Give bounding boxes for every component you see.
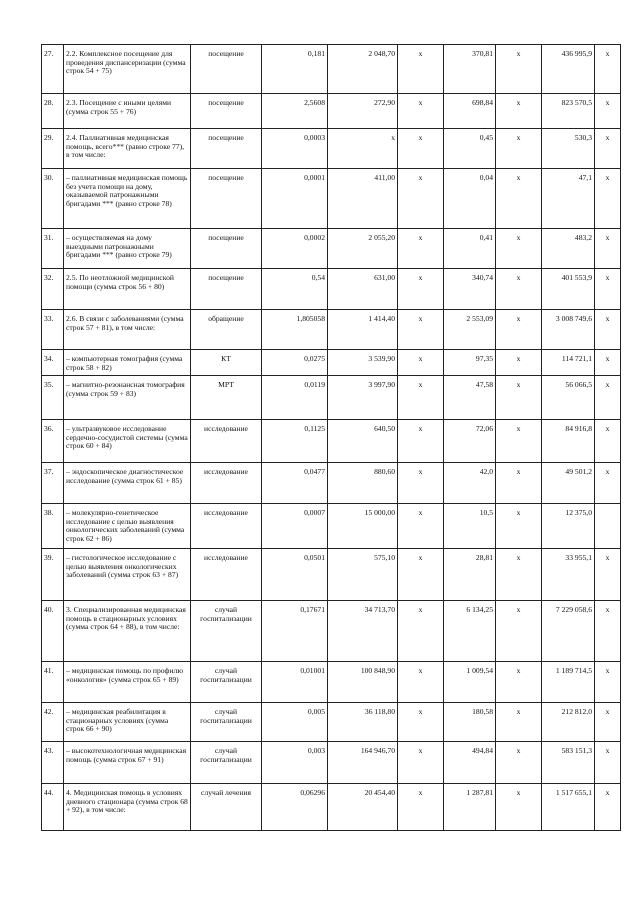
cell-cost-norm: 100 848,90 bbox=[328, 662, 398, 703]
table-row bbox=[42, 742, 621, 784]
cell-col-budget-total: х bbox=[496, 463, 542, 504]
cell-row-number: 32. bbox=[42, 269, 64, 310]
cell-cost-norm: 2 048,70 bbox=[328, 45, 398, 94]
cell-oms-per-capita: 10,5 bbox=[444, 504, 496, 549]
cell-col-share: х bbox=[595, 703, 621, 742]
cell-volume-norm: 0,01001 bbox=[262, 662, 328, 703]
cell-volume-norm: 0,0477 bbox=[262, 463, 328, 504]
cell-unit: случай госпитализации bbox=[191, 742, 262, 784]
cell-oms-per-capita: 698,84 bbox=[444, 94, 496, 129]
cell-cost-norm: х bbox=[328, 129, 398, 169]
cell-col-share: х bbox=[595, 45, 621, 94]
cell-cost-norm: 34 713,70 bbox=[328, 601, 398, 662]
cell-oms-total: 583 151,3 bbox=[542, 742, 595, 784]
cell-oms-total: 47,1 bbox=[542, 169, 595, 229]
cell-col-share: х bbox=[595, 169, 621, 229]
cell-oms-total: 823 570,5 bbox=[542, 94, 595, 129]
table-row bbox=[42, 94, 621, 129]
cell-col-share: х bbox=[595, 420, 621, 463]
cell-indicator-name: – эндоскопическое диагностическое исследование (сумма строк 61 + 85) bbox=[64, 463, 191, 504]
cell-col-share: х bbox=[595, 601, 621, 662]
cell-unit: посещение bbox=[191, 45, 262, 94]
cell-oms-per-capita: 2 553,09 bbox=[444, 310, 496, 350]
cell-col-share: х bbox=[595, 742, 621, 784]
cell-unit: исследование bbox=[191, 504, 262, 549]
cell-oms-total: 12 375,0 bbox=[542, 504, 595, 549]
cell-oms-total: 1 517 655,1 bbox=[542, 784, 595, 831]
cell-cost-norm: 880,60 bbox=[328, 463, 398, 504]
cell-unit: случай госпитализации bbox=[191, 662, 262, 703]
cell-col-budget-per-capita: х bbox=[398, 45, 444, 94]
cell-volume-norm: 0,0119 bbox=[262, 376, 328, 420]
cell-row-number: 43. bbox=[42, 742, 64, 784]
cell-col-budget-total: х bbox=[496, 784, 542, 831]
cell-row-number: 44. bbox=[42, 784, 64, 831]
cell-volume-norm: 0,181 bbox=[262, 45, 328, 94]
cell-row-number: 36. bbox=[42, 420, 64, 463]
cell-oms-per-capita: 340,74 bbox=[444, 269, 496, 310]
table-row bbox=[42, 350, 621, 376]
cell-unit: случай госпитализации bbox=[191, 601, 262, 662]
cell-col-share: х bbox=[595, 662, 621, 703]
cell-volume-norm: 0,0003 bbox=[262, 129, 328, 169]
cell-oms-per-capita: 1 287,81 bbox=[444, 784, 496, 831]
cell-oms-per-capita: 0,04 bbox=[444, 169, 496, 229]
cell-col-budget-per-capita: х bbox=[398, 129, 444, 169]
cell-col-budget-total: х bbox=[496, 129, 542, 169]
cell-row-number: 38. bbox=[42, 504, 64, 549]
table-row bbox=[42, 229, 621, 269]
cell-cost-norm: 1 414,40 bbox=[328, 310, 398, 350]
table-row bbox=[42, 601, 621, 662]
table-body bbox=[42, 45, 621, 831]
cell-oms-per-capita: 72,06 bbox=[444, 420, 496, 463]
cell-oms-per-capita: 42,0 bbox=[444, 463, 496, 504]
cell-unit: КТ bbox=[191, 350, 262, 376]
cell-col-budget-total: х bbox=[496, 601, 542, 662]
cell-col-budget-per-capita: х bbox=[398, 420, 444, 463]
cell-col-budget-per-capita: х bbox=[398, 784, 444, 831]
cell-oms-per-capita: 180,58 bbox=[444, 703, 496, 742]
cell-unit: посещение bbox=[191, 94, 262, 129]
cell-unit: исследование bbox=[191, 463, 262, 504]
cell-oms-total: 212 812,0 bbox=[542, 703, 595, 742]
cell-oms-per-capita: 0,41 bbox=[444, 229, 496, 269]
cell-indicator-name: – медицинская реабилитация в стационарных условиях (сумма строк 66 + 90) bbox=[64, 703, 191, 742]
cell-oms-per-capita: 47,58 bbox=[444, 376, 496, 420]
cell-col-share: х bbox=[595, 376, 621, 420]
cell-unit: случай госпитализации bbox=[191, 703, 262, 742]
cell-row-number: 42. bbox=[42, 703, 64, 742]
cell-oms-total: 33 955,1 bbox=[542, 549, 595, 601]
cell-oms-total: 483,2 bbox=[542, 229, 595, 269]
cell-indicator-name: 2.4. Паллиативная медицинская помощь, всего*** (равно строке 77), в том числе: bbox=[64, 129, 191, 169]
cell-col-budget-per-capita: х bbox=[398, 601, 444, 662]
cell-oms-total: 3 008 749,6 bbox=[542, 310, 595, 350]
cell-col-budget-total: х bbox=[496, 310, 542, 350]
table-row bbox=[42, 310, 621, 350]
cell-oms-per-capita: 494,84 bbox=[444, 742, 496, 784]
cell-col-budget-per-capita: х bbox=[398, 662, 444, 703]
cell-col-budget-per-capita: х bbox=[398, 350, 444, 376]
cell-unit: посещение bbox=[191, 129, 262, 169]
cell-row-number: 40. bbox=[42, 601, 64, 662]
cell-oms-per-capita: 1 009,54 bbox=[444, 662, 496, 703]
cell-col-share: х bbox=[595, 350, 621, 376]
table-row bbox=[42, 549, 621, 601]
cell-row-number: 29. bbox=[42, 129, 64, 169]
cell-col-budget-total: х bbox=[496, 504, 542, 549]
cell-row-number: 37. bbox=[42, 463, 64, 504]
cell-oms-per-capita: 0,45 bbox=[444, 129, 496, 169]
cell-unit: обращение bbox=[191, 310, 262, 350]
cell-unit: исследование bbox=[191, 420, 262, 463]
cell-cost-norm: 3 997,90 bbox=[328, 376, 398, 420]
cell-cost-norm: 20 454,40 bbox=[328, 784, 398, 831]
cell-col-budget-total: х bbox=[496, 350, 542, 376]
table-row bbox=[42, 45, 621, 94]
table-row bbox=[42, 269, 621, 310]
cell-cost-norm: 164 946,70 bbox=[328, 742, 398, 784]
table-row bbox=[42, 463, 621, 504]
cell-unit: посещение bbox=[191, 229, 262, 269]
cell-col-budget-total: х bbox=[496, 549, 542, 601]
cell-volume-norm: 0,06296 bbox=[262, 784, 328, 831]
cell-indicator-name: 2.5. По неотложной медицинской помощи (сумма строк 56 + 80) bbox=[64, 269, 191, 310]
cell-col-budget-per-capita: х bbox=[398, 229, 444, 269]
cell-oms-total: 1 189 714,5 bbox=[542, 662, 595, 703]
cell-col-share: х bbox=[595, 463, 621, 504]
table-row bbox=[42, 420, 621, 463]
cell-oms-per-capita: 97,35 bbox=[444, 350, 496, 376]
cell-indicator-name: – высокотехнологичная медицинская помощь (сумма строк 67 + 91) bbox=[64, 742, 191, 784]
cell-col-budget-total: х bbox=[496, 703, 542, 742]
cell-volume-norm: 0,005 bbox=[262, 703, 328, 742]
table-row bbox=[42, 662, 621, 703]
cell-unit: исследование bbox=[191, 549, 262, 601]
cell-col-budget-per-capita: х bbox=[398, 742, 444, 784]
cell-col-share: х bbox=[595, 229, 621, 269]
table-row bbox=[42, 169, 621, 229]
cell-oms-per-capita: 28,81 bbox=[444, 549, 496, 601]
cell-oms-total: 114 721,1 bbox=[542, 350, 595, 376]
cell-col-budget-per-capita: х bbox=[398, 504, 444, 549]
cell-oms-total: 530,3 bbox=[542, 129, 595, 169]
cell-oms-per-capita: 6 134,25 bbox=[444, 601, 496, 662]
cell-cost-norm: 36 118,80 bbox=[328, 703, 398, 742]
cell-col-budget-per-capita: х bbox=[398, 376, 444, 420]
cell-col-share: х bbox=[595, 784, 621, 831]
cell-row-number: 30. bbox=[42, 169, 64, 229]
cell-cost-norm: 411,00 bbox=[328, 169, 398, 229]
cell-cost-norm: 575,10 bbox=[328, 549, 398, 601]
cell-oms-total: 56 066,5 bbox=[542, 376, 595, 420]
table-row bbox=[42, 129, 621, 169]
cell-col-budget-total: х bbox=[496, 94, 542, 129]
cell-col-budget-total: х bbox=[496, 229, 542, 269]
table-row bbox=[42, 703, 621, 742]
cell-cost-norm: 3 539,90 bbox=[328, 350, 398, 376]
cell-cost-norm: 272,90 bbox=[328, 94, 398, 129]
cell-col-share: х bbox=[595, 269, 621, 310]
cell-volume-norm: 2,5608 bbox=[262, 94, 328, 129]
cell-indicator-name: – медицинская помощь по профилю «онкология» (сумма строк 65 + 89) bbox=[64, 662, 191, 703]
cell-row-number: 35. bbox=[42, 376, 64, 420]
cell-unit: МРТ bbox=[191, 376, 262, 420]
cell-indicator-name: – магнитно-резонансная томография (сумма строк 59 + 83) bbox=[64, 376, 191, 420]
cell-col-share: х bbox=[595, 310, 621, 350]
cell-col-budget-total: х bbox=[496, 269, 542, 310]
cell-col-budget-per-capita: х bbox=[398, 94, 444, 129]
cell-volume-norm: 0,0007 bbox=[262, 504, 328, 549]
cell-row-number: 27. bbox=[42, 45, 64, 94]
cell-col-budget-per-capita: х bbox=[398, 549, 444, 601]
cell-col-budget-per-capita: х bbox=[398, 169, 444, 229]
cell-volume-norm: 0,54 bbox=[262, 269, 328, 310]
cell-indicator-name: 2.6. В связи с заболеваниями (сумма строк 57 + 81), в том числе: bbox=[64, 310, 191, 350]
cell-col-budget-total: х bbox=[496, 376, 542, 420]
cell-cost-norm: 631,00 bbox=[328, 269, 398, 310]
cell-col-budget-per-capita: х bbox=[398, 703, 444, 742]
cell-cost-norm: 15 000,00 bbox=[328, 504, 398, 549]
cell-oms-total: 7 229 058,6 bbox=[542, 601, 595, 662]
cell-col-budget-total: х bbox=[496, 169, 542, 229]
cell-volume-norm: 1,805058 bbox=[262, 310, 328, 350]
cell-oms-total: 84 916,8 bbox=[542, 420, 595, 463]
cell-col-budget-total: х bbox=[496, 662, 542, 703]
cell-col-budget-total: х bbox=[496, 45, 542, 94]
cell-volume-norm: 0,0001 bbox=[262, 169, 328, 229]
document-table bbox=[41, 44, 621, 831]
cell-indicator-name: 4. Медицинская помощь в условиях дневного стационара (сумма строк 68 + 92), в том числе: bbox=[64, 784, 191, 831]
cell-oms-total: 49 501,2 bbox=[542, 463, 595, 504]
cell-volume-norm: 0,0002 bbox=[262, 229, 328, 269]
cell-col-budget-per-capita: х bbox=[398, 269, 444, 310]
cell-volume-norm: 0,17671 bbox=[262, 601, 328, 662]
cell-col-budget-total: х bbox=[496, 742, 542, 784]
cell-row-number: 28. bbox=[42, 94, 64, 129]
cell-indicator-name: – осуществляемая на дому выездными патронажными бригадами *** (равно строке 79) bbox=[64, 229, 191, 269]
cell-indicator-name: – компьютерная томография (сумма строк 58 + 82) bbox=[64, 350, 191, 376]
cell-oms-total: 436 995,9 bbox=[542, 45, 595, 94]
cell-row-number: 31. bbox=[42, 229, 64, 269]
cell-indicator-name: 2.2. Комплексное посещение для проведения диспансеризации (сумма строк 54 + 75) bbox=[64, 45, 191, 94]
cell-col-share: х bbox=[595, 129, 621, 169]
cell-col-budget-total: х bbox=[496, 420, 542, 463]
cell-unit: посещение bbox=[191, 269, 262, 310]
cell-volume-norm: 0,0501 bbox=[262, 549, 328, 601]
cell-cost-norm: 640,50 bbox=[328, 420, 398, 463]
cell-oms-per-capita: 370,81 bbox=[444, 45, 496, 94]
cell-indicator-name: 2.3. Посещение с иными целями (сумма строк 55 + 76) bbox=[64, 94, 191, 129]
cell-row-number: 34. bbox=[42, 350, 64, 376]
table-row bbox=[42, 784, 621, 831]
cell-row-number: 39. bbox=[42, 549, 64, 601]
cell-cost-norm: 2 055,20 bbox=[328, 229, 398, 269]
cell-col-share: х bbox=[595, 549, 621, 601]
cell-col-share: х bbox=[595, 94, 621, 129]
cell-volume-norm: 0,1125 bbox=[262, 420, 328, 463]
cell-indicator-name: – гистологическое исследование с целью выявления онкологических заболеваний (сумма строк 63 + 87) bbox=[64, 549, 191, 601]
table-row bbox=[42, 376, 621, 420]
cell-unit: случай лечения bbox=[191, 784, 262, 831]
cell-col-budget-per-capita: х bbox=[398, 463, 444, 504]
cell-col-budget-per-capita: х bbox=[398, 310, 444, 350]
cell-volume-norm: 0,0275 bbox=[262, 350, 328, 376]
cell-row-number: 41. bbox=[42, 662, 64, 703]
cell-indicator-name: – молекулярно-генетическое исследование с целью выявления онкологических заболеваний (сумма строк 62 + 86) bbox=[64, 504, 191, 549]
cell-indicator-name: 3. Специализированная медицинская помощь в стационарных условиях (сумма строк 64 + 88), в том числе: bbox=[64, 601, 191, 662]
cell-indicator-name: – ультразвуковое исследование сердечно-сосудистой системы (сумма строк 60 + 84) bbox=[64, 420, 191, 463]
cell-indicator-name: – паллиативная медицинская помощь без учета помощи на дому, оказываемой патронажными бригадами *** (равно строке 78) bbox=[64, 169, 191, 229]
cell-volume-norm: 0,003 bbox=[262, 742, 328, 784]
cell-unit: посещение bbox=[191, 169, 262, 229]
table-row bbox=[42, 504, 621, 549]
cell-row-number: 33. bbox=[42, 310, 64, 350]
cell-oms-total: 401 553,9 bbox=[542, 269, 595, 310]
cell-col-share bbox=[595, 504, 621, 549]
